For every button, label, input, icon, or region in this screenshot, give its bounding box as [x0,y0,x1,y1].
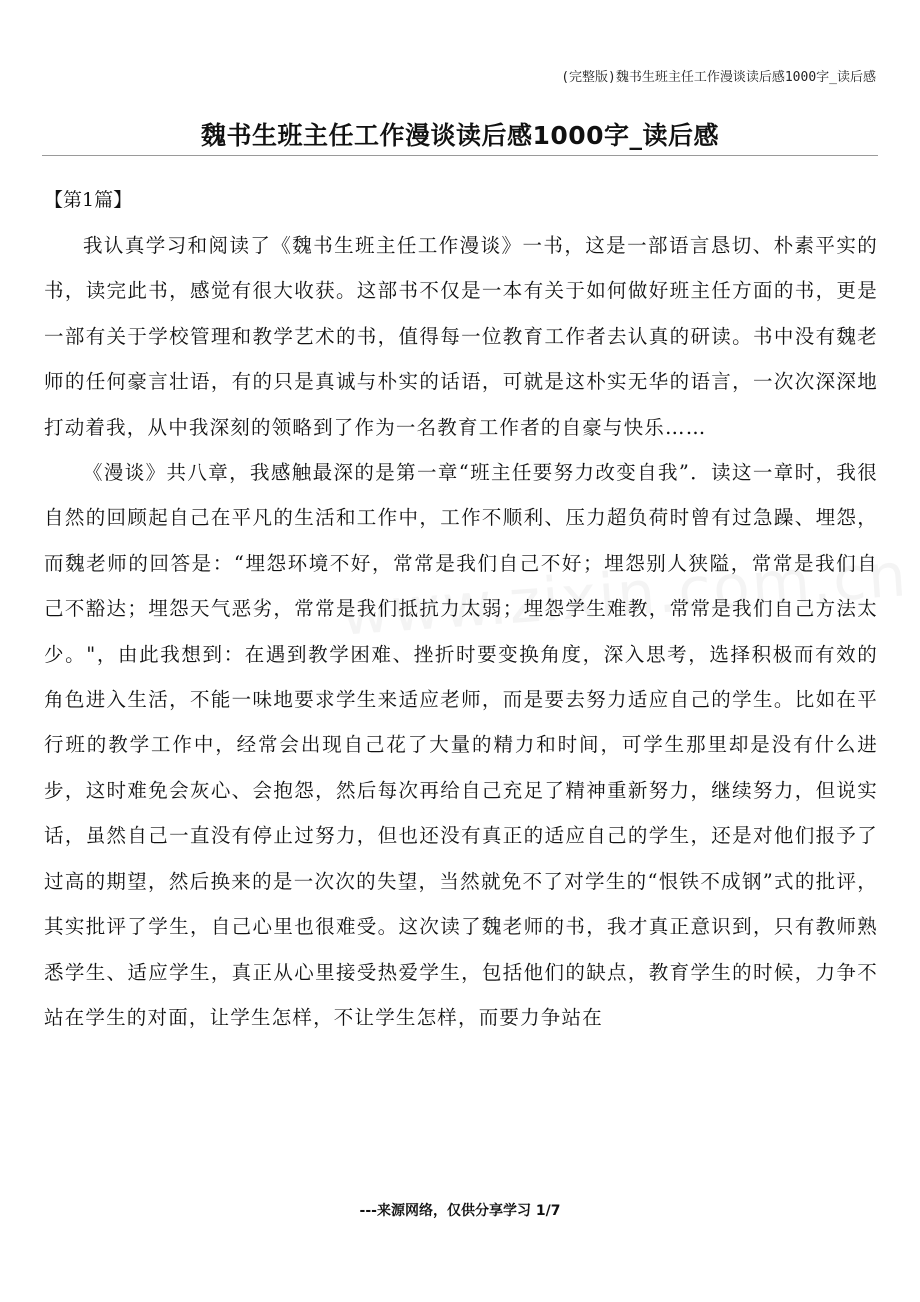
title-divider [42,155,878,156]
document-body [44,178,878,1040]
paragraph: 我认真学习和阅读了《魏书生班主任工作漫谈》一书，这是一部语言恳切、朴素平实的书，读完此书，感觉有很大收获。这部书不仅是一本有关于如何做好班主任方面的书，更是一部有关于学校管理和教学艺术的书，值得每一位教育工作者去认真的研读。书中没有魏老师的任何豪言壮语，有的只是真诚与朴实的话语，可就是这朴实无华的语言，一次次深深地打动着我，从中我深刻的领略到了作为一名教育工作者的自豪与快乐…… [44,234,878,439]
section-label: 【第1篇】 [44,189,133,211]
page-footer: ---来源网络，仅供分享学习 1/7 [359,1203,561,1219]
document-title: 魏书生班主任工作漫谈读后感1000字_读后感 [200,121,720,150]
paragraph: 《漫谈》共八章，我感触最深的是第一章“班主任要努力改变自我”．读这一章时，我很自然的回顾起自己在平凡的生活和工作中，工作不顺利、压力超负荷时曾有过急躁、埋怨，而魏老师的回答是：“埋怨环境不好，常常是我们自己不好；埋怨别人狭隘，常常是我们自己不豁达；埋怨天气恶劣，常常是我们抵抗力太弱；埋怨学生难教，常常是我们自己方法太少。"，由此我想到：在遇到教学困难、挫折时要变换角度，深入思考，选择积极而有效的角色进入生活，不能一味地要求学生来适应老师，而是要去努力适应自己的学生。比如在平行班的教学工作中，经常会出现自己花了大量的精力和时间，可学生那里却是没有什么进步，这时难免会灰心、会抱怨，然后每次再给自己充足了精神重新努力，继续努力，但说实话，虽然自己一直没有停止过努力，但也还没有真正的适应自己的学生，还是对他们报予了过高的期望，然后换来的是一次次的失望，当然就免不了对学生的“恨铁不成钢”式的批评，其实批评了学生，自己心里也很难受。这次读了魏老师的书，我才真正意识到，只有教师熟悉学生、适应学生，真正从心里接受热爱学生，包括他们的缺点，教育学生的时候，力争不站在学生的对面，让学生怎样，不让学生怎样，而要力争站在 [44,461,878,1029]
running-header: (完整版)魏书生班主任工作漫谈读后感1000字_读后感 [561,70,876,85]
